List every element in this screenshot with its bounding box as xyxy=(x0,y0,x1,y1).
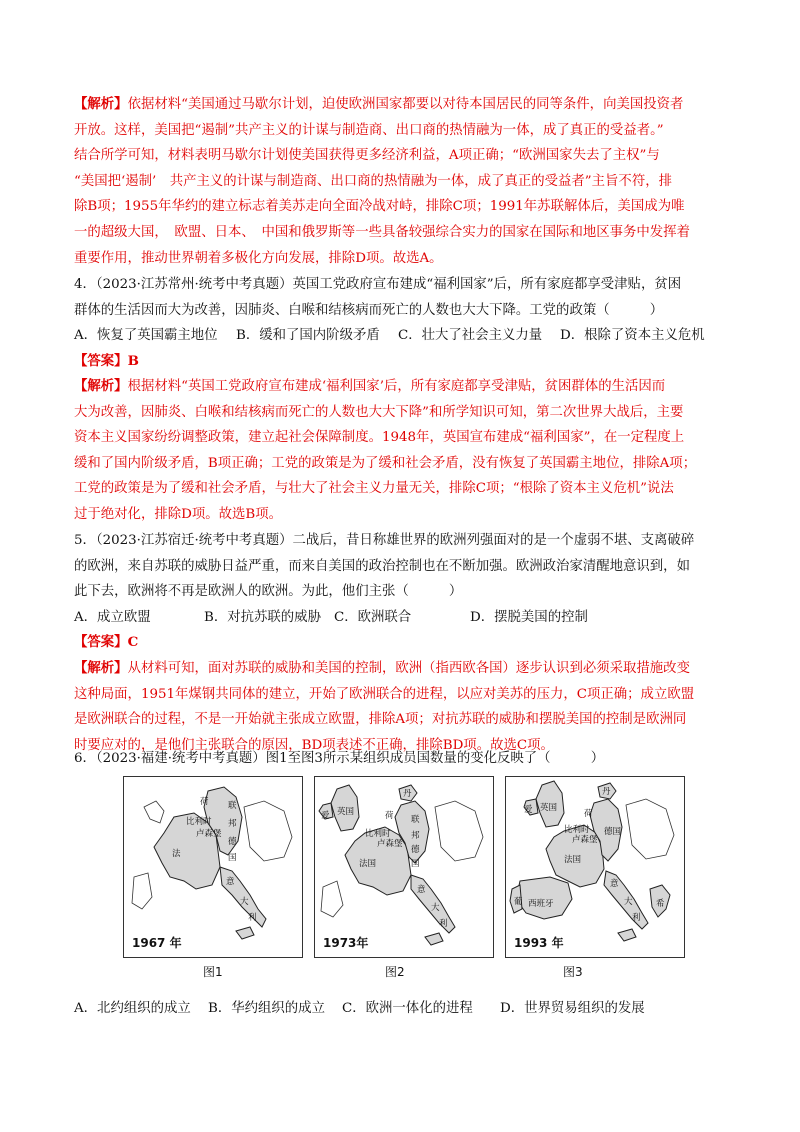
analysis-line: 除B项；1955年华约的建立标志着美苏走向全面冷战对峙，排除C项；1991年苏联解体后，美国成为唯 xyxy=(74,199,685,215)
country-label: 荷 xyxy=(385,811,394,821)
analysis-line: 缓和了国内阶级矛盾，B项正确；工党的政策是为了缓和社会矛盾，没有恢复了英国霸主地位，排除A项； xyxy=(74,455,697,471)
figures-row xyxy=(123,776,685,986)
country-label: 卢森堡 xyxy=(196,829,222,839)
question-4 xyxy=(74,272,730,349)
country-label: 法 xyxy=(172,849,181,859)
country-label: 希 xyxy=(656,899,665,909)
analysis-line: 资本主义国家纷纷调整政策，建立起社会保障制度。1948年，英国宣布建成“福利国家”，在一定程度上 xyxy=(74,430,685,446)
option-c[interactable]: C．欧洲联合 xyxy=(334,609,412,625)
country-label: 意 xyxy=(226,877,235,887)
analysis-q3 xyxy=(74,92,730,271)
question-line: 的欧洲，来自苏联的威胁日益严重，而来自美国的政治控制也在不断加强。欧洲政治家清醒地意识到，如 xyxy=(74,558,690,574)
question-line: 5．（2023·江苏宿迁·统考中考真题）二战后，昔日称雄世界的欧洲列强面对的是一个虚弱不堪、支离破碎 xyxy=(74,533,695,548)
answer-q5 xyxy=(74,630,730,656)
option-c[interactable]: C．欧洲一体化的进程 xyxy=(342,1001,473,1016)
option-a[interactable]: A．成立欧盟 xyxy=(74,609,151,625)
option-b[interactable]: B．华约组织的成立 xyxy=(208,1001,325,1016)
europe-map-1967 xyxy=(124,777,301,956)
country-label: 丹 xyxy=(602,787,611,797)
country-label: 国 xyxy=(411,859,420,869)
figure-caption: 图2 xyxy=(385,965,405,979)
map-year: 1993 年 xyxy=(514,936,564,950)
option-a[interactable]: A．恢复了英国霸主地位 xyxy=(74,328,218,344)
country-label: 法国 xyxy=(359,859,377,869)
option-b[interactable]: B．缓和了国内阶级矛盾 xyxy=(236,328,380,344)
europe-map-1993 xyxy=(506,777,683,956)
analysis-line: 一的超级大国， 欧盟、日本、 中国和俄罗斯等一些具备较强综合实力的国家在国际和地区事务中发挥着 xyxy=(74,224,690,240)
answer-q4 xyxy=(74,349,730,375)
country-label: 法国 xyxy=(564,855,582,865)
figure-caption: 图3 xyxy=(563,965,583,979)
country-label: 联 xyxy=(411,815,420,825)
option-a[interactable]: A．北约组织的成立 xyxy=(74,1001,191,1016)
map-year: 1967 年 xyxy=(132,936,182,950)
country-label: 英国 xyxy=(540,803,558,813)
country-label: 德 xyxy=(411,845,420,855)
question-line: 4．（2023·江苏常州·统考中考真题）英国工党政府宣布建成“福利国家”后，所有家庭都享受津贴，贫困 xyxy=(74,277,682,292)
country-label: 德 xyxy=(228,837,237,847)
question-line: 此下去，欧洲将不再是欧洲人的欧洲。为此，他们主张（ ） xyxy=(74,584,463,600)
country-label: 意 xyxy=(417,885,426,895)
country-label: 大 xyxy=(240,897,249,907)
analysis-line: 根据材料“英国工党政府宣布建成‘福利国家’后，所有家庭都享受津贴，贫困群体的生活因而 xyxy=(127,379,666,394)
options-row xyxy=(74,996,730,1022)
analysis-line: 依据材料“美国通过马歇尔计划，迫使欧洲国家都要以对待本国居民的同等条件，向美国投资者 xyxy=(127,97,684,112)
map-year: 1973年 xyxy=(323,936,369,950)
country-label: 英国 xyxy=(337,807,355,817)
analysis-q5 xyxy=(74,656,730,758)
country-label: 利 xyxy=(248,913,257,923)
europe-map-1973 xyxy=(315,777,492,956)
country-label: 比利时 xyxy=(365,829,391,839)
country-label: 邦 xyxy=(411,831,420,841)
country-label: 意 xyxy=(610,879,619,889)
country-label: 西班牙 xyxy=(528,899,554,909)
analysis-tag: 【解析】 xyxy=(74,378,128,394)
answer-value: C xyxy=(127,634,139,650)
analysis-line: “美国把‘遏制’ 共产主义的计谋与制造商、出口商的热情融为一体，成了真正的受益者”主旨不符，排 xyxy=(74,173,672,189)
question-5 xyxy=(74,528,730,630)
answer-value: B xyxy=(127,353,139,369)
analysis-tag: 【解析】 xyxy=(74,660,128,676)
question-line: 群体的生活因而大为改善，因肺炎、白喉和结核病而死亡的人数也大大下降。工党的政策（ ） xyxy=(74,302,664,318)
analysis-line: 是欧洲联合的过程，不是一开始就主张成立欧盟，排除A项；对抗苏联的威胁和摆脱美国的控制是欧洲同 xyxy=(74,712,687,728)
country-label: 德国 xyxy=(604,827,622,837)
option-b[interactable]: B．对抗苏联的威胁 xyxy=(204,609,321,625)
option-d[interactable]: D．世界贸易组织的发展 xyxy=(500,1001,645,1016)
answer-tag: 【答案】 xyxy=(74,353,128,369)
country-label: 利 xyxy=(439,919,448,929)
options-row xyxy=(74,605,730,631)
option-c[interactable]: C．壮大了社会主义力量 xyxy=(398,328,543,344)
analysis-line: 这种局面，1951年煤钢共同体的建立，开始了欧洲联合的进程，以应对美苏的压力，C项正确；成立欧盟 xyxy=(74,686,695,702)
analysis-line: 结合所学可知，材料表明马歇尔计划使美国获得更多经济利益，A项正确；“欧洲国家失去了主权”与 xyxy=(74,148,660,164)
question-6-options xyxy=(74,996,730,1022)
country-label: 葡 xyxy=(514,897,523,907)
option-d[interactable]: D．根除了资本主义危机 xyxy=(560,328,705,344)
analysis-line: 开放。这样，美国把“遏制”共产主义的计谋与制造商、出口商的热情融为一体，成了真正的受益者。” xyxy=(74,122,664,138)
country-label: 卢森堡 xyxy=(572,835,598,845)
country-label: 邦 xyxy=(228,819,237,829)
map-figure-1 xyxy=(123,776,303,958)
figure-caption: 图1 xyxy=(203,965,223,979)
country-label: 大 xyxy=(431,903,440,913)
answer-tag: 【答案】 xyxy=(74,634,128,650)
country-label: 爱 xyxy=(524,805,533,815)
analysis-line: 工党的政策是为了缓和社会矛盾，与壮大了社会主义力量无关，排除C项；“根除了资本主义危机”说法 xyxy=(74,481,674,497)
analysis-line: 时要应对的，是他们主张联合的原因，BD项表述不正确，排除BD项。故选C项。 xyxy=(74,737,554,753)
question-6 xyxy=(74,746,730,772)
country-label: 大 xyxy=(624,897,633,907)
country-label: 爱 xyxy=(321,811,330,821)
country-label: 国 xyxy=(228,853,237,863)
map-figure-3 xyxy=(505,776,685,958)
country-label: 比利时 xyxy=(186,817,212,827)
map-figure-2 xyxy=(314,776,494,958)
analysis-line: 过于绝对化，排除D项。故选B项。 xyxy=(74,506,283,522)
country-label: 丹 xyxy=(403,789,412,799)
analysis-line: 大为改善，因肺炎、白喉和结核病而死亡的人数也大大下降”和所学知识可知，第二次世界大战后，主要 xyxy=(74,404,684,420)
country-label: 比利时 xyxy=(564,825,590,835)
option-d[interactable]: D．摆脱美国的控制 xyxy=(470,609,588,625)
analysis-q4 xyxy=(74,374,730,528)
country-label: 荷 xyxy=(200,797,209,807)
question-line: 6．（2023·福建·统考中考真题）图1至图3所示某组织成员国数量的变化反映了（ ） xyxy=(74,751,605,766)
country-label: 卢森堡 xyxy=(377,839,403,849)
analysis-line: 从材料可知，面对苏联的威胁和美国的控制，欧洲（指西欧各国）逐步认识到必须采取措施改变 xyxy=(127,661,690,676)
country-label: 利 xyxy=(632,913,641,923)
analysis-tag: 【解析】 xyxy=(74,96,128,112)
country-label: 联 xyxy=(228,801,237,811)
options-row xyxy=(74,323,730,349)
country-label: 荷 xyxy=(584,809,593,819)
analysis-line: 重要作用，推动世界朝着多极化方向发展，排除D项。故选A。 xyxy=(74,250,443,266)
